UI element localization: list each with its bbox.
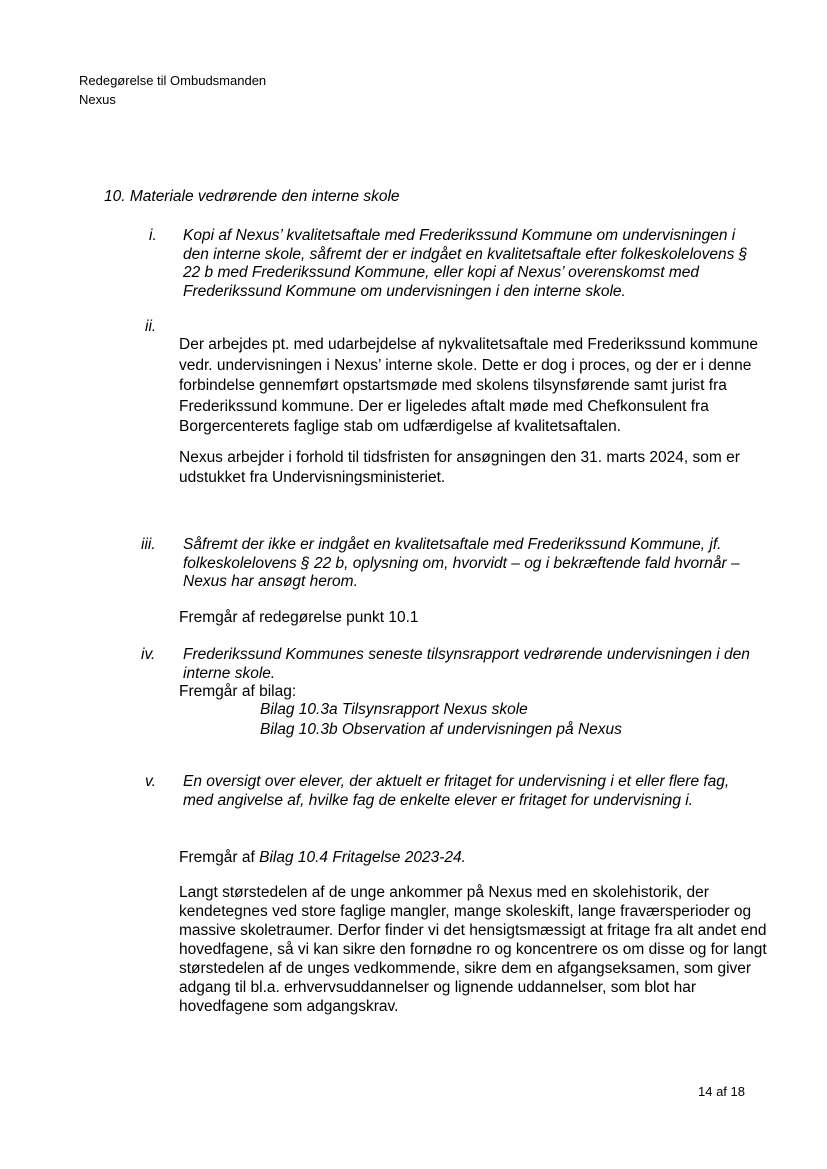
header-subtitle: Nexus [79, 92, 116, 107]
item-question-iii: Såfremt der ikke er indgået en kvalitetsaftale med Frederikssund Kommune, jf. folkeskolelovens § 22 b, oplysning om, hvorvidt – og i bekræftende fald hvornår – Nexus har ansøgt herom. [183, 536, 740, 590]
item-answer-iii: Fremgår af redegørelse punkt 10.1 [179, 609, 419, 626]
item-answer-v [179, 848, 764, 869]
bilag-reference: Bilag 10.4 Fritagelse 2023-24. [259, 849, 466, 866]
item-numeral-iv: iv. [141, 646, 156, 663]
item-question-v: En oversigt over elever, der aktuelt er fritaget for undervisning i et eller flere fag, med angivelse af, hvilke fag de enkelte elever er fritaget for undervisning i. [183, 773, 730, 809]
bilag-item: Bilag 10.3b Observation af undervisningen på Nexus [260, 720, 622, 738]
item-answer-iv: Fremgår af bilag: [179, 683, 297, 700]
page-number: 14 af 18 [698, 1084, 745, 1099]
answer-paragraph: Nexus arbejder i forhold til tidsfristen for ansøgningen den 31. marts 2024, som er udstukket fra Undervisningsministeriet. [179, 448, 740, 486]
item-numeral-iii: iii. [141, 536, 156, 553]
section-title: 10. Materiale vedrørende den interne skole [104, 188, 400, 205]
item-numeral-v: v. [145, 773, 156, 790]
item-question-iv: Frederikssund Kommunes seneste tilsynsrapport vedrørende undervisningen i den interne skole. [183, 646, 750, 682]
bilag-list [260, 700, 622, 739]
bilag-item: Bilag 10.3a Tilsynsrapport Nexus skole [260, 701, 528, 718]
item-answer-ii [179, 335, 764, 489]
item-numeral-ii: ii. [145, 318, 157, 335]
header-title: Redegørelse til Ombudsmanden [79, 73, 267, 88]
item-numeral-i: i. [149, 227, 157, 244]
item-question-i: Kopi af Nexus’ kvalitetsaftale med Frederikssund Kommune om undervisningen i den interne skole, såfremt der er indgået en kvalitetsaftale efter folkeskolelovens § 22 b med Frederikssund Kommune, eller kopi af Nexus’ overenskomst med Frederikssund Kommune om undervisningen i den interne skole. [183, 227, 748, 300]
document-header [79, 71, 266, 109]
item-answer-v-detail: Langt størstedelen af de unge ankommer på Nexus med en skolehistorik, der kendetegnes ved store faglige mangler, mange skoleskift, lange fraværsperioder og massive skoletraumer. Derfor finder vi det hensigtsmæssigt at fritage fra alt andet end hovedfagene, så vi kan sikre den fornødne ro og koncentrere os om disse og for langt størstedelen af de unges vedkommende, sikre dem en afgangseksamen, som giver adgang til bl.a. erhvervsuddannelser og lignende uddannelser, som blot har hovedfagene som adgangskrav. [179, 884, 767, 1015]
answer-paragraph: Der arbejdes pt. med udarbejdelse af nykvalitetsaftale med Frederikssund kommune vedr. undervisningen i Nexus’ interne skole. Dette er dog i proces, og der er i denne forbindelse gennemført opstartsmøde med skolens tilsynsførende samt jurist fra Frederikssund kommune. Der er ligeledes aftalt møde med Chefkonsulent fra Borgercenterets faglige stab om udfærdigelse af kvalitetsaftalen. [179, 336, 758, 435]
answer-prefix: Fremgår af [179, 849, 260, 866]
